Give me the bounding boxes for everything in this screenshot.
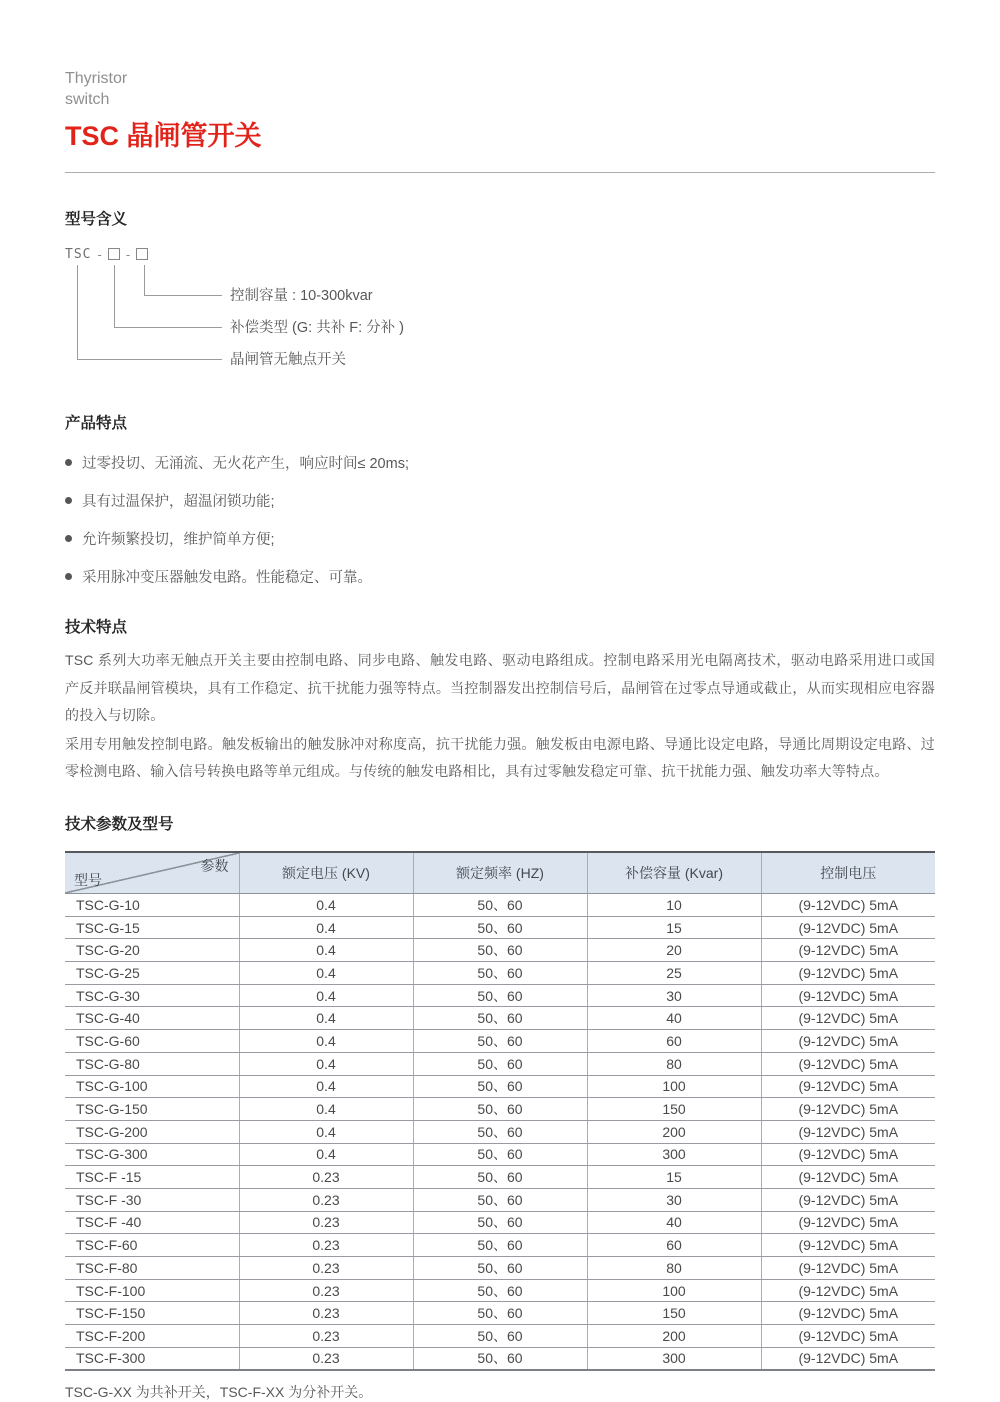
model-cell: TSC-F-200 xyxy=(65,1325,239,1348)
code-dash: - xyxy=(125,246,131,262)
value-cell: 25 xyxy=(587,962,761,985)
value-cell: 200 xyxy=(587,1325,761,1348)
value-cell: 20 xyxy=(587,939,761,962)
value-cell: 0.23 xyxy=(239,1347,413,1370)
value-cell: 0.4 xyxy=(239,939,413,962)
table-row xyxy=(65,1257,935,1280)
value-cell: 0.4 xyxy=(239,984,413,1007)
model-cell: TSC-F-60 xyxy=(65,1234,239,1257)
value-cell: 300 xyxy=(587,1143,761,1166)
table-row xyxy=(65,962,935,985)
value-cell: (9-12VDC) 5mA xyxy=(761,1075,935,1098)
feature-text: 采用脉冲变压器触发电路。性能稳定、可靠。 xyxy=(82,569,372,586)
value-cell: 0.23 xyxy=(239,1211,413,1234)
feature-item xyxy=(65,481,935,519)
model-cell: TSC-G-150 xyxy=(65,1098,239,1121)
spec-table-heading: 技术参数及型号 xyxy=(65,815,174,833)
value-cell: 40 xyxy=(587,1007,761,1030)
value-cell: 0.4 xyxy=(239,1030,413,1053)
value-cell: 0.4 xyxy=(239,1052,413,1075)
model-cell: TSC-G-15 xyxy=(65,916,239,939)
model-cell: TSC-F -40 xyxy=(65,1211,239,1234)
value-cell: (9-12VDC) 5mA xyxy=(761,1030,935,1053)
value-cell: (9-12VDC) 5mA xyxy=(761,1302,935,1325)
bullet-icon xyxy=(65,497,72,504)
value-cell: 300 xyxy=(587,1347,761,1370)
value-cell: 50、60 xyxy=(413,984,587,1007)
table-row xyxy=(65,1325,935,1348)
model-cell: TSC-F -15 xyxy=(65,1166,239,1189)
corner-label-parameter: 参数 xyxy=(200,857,229,874)
brand-line-1: Thyristor xyxy=(65,70,128,87)
model-cell: TSC-G-25 xyxy=(65,962,239,985)
value-cell: 60 xyxy=(587,1030,761,1053)
value-cell: (9-12VDC) 5mA xyxy=(761,962,935,985)
model-cell: TSC-F-300 xyxy=(76,1350,146,1367)
value-cell: 50、60 xyxy=(413,962,587,985)
connector-line-switch xyxy=(77,265,222,360)
value-cell: (9-12VDC) 5mA xyxy=(761,1211,935,1234)
model-cell: TSC-G-80 xyxy=(65,1052,239,1075)
value-cell: 0.23 xyxy=(239,1188,413,1211)
model-code-box-2 xyxy=(136,248,148,260)
value-cell: 0.23 xyxy=(239,1234,413,1257)
column-header-rated-frequency: 额定频率 (HZ) xyxy=(413,852,587,894)
feature-text: 具有过温保护，超温闭锁功能; xyxy=(82,493,275,510)
bullet-icon xyxy=(65,535,72,542)
value-cell: 0.23 xyxy=(239,1279,413,1302)
value-cell: 15 xyxy=(587,1166,761,1189)
model-cell: TSC-G-200 xyxy=(65,1120,239,1143)
feature-text: 过零投切、无涌流、无火花产生，响应时间≤ 20ms; xyxy=(82,455,409,472)
value-cell: 50、60 xyxy=(413,894,587,917)
value-cell: 80 xyxy=(587,1052,761,1075)
model-cell: TSC-G-10 xyxy=(65,894,239,917)
value-cell: 10 xyxy=(587,894,761,917)
spec-table xyxy=(65,851,935,1371)
table-note: TSC-G-XX 为共补开关，TSC-F-XX 为分补开关。 xyxy=(65,1383,373,1400)
section-spec-table xyxy=(65,812,935,1402)
technical-features-heading: 技术特点 xyxy=(65,619,128,636)
bullet-icon xyxy=(65,573,72,580)
value-cell: (9-12VDC) 5mA xyxy=(761,1052,935,1075)
brand-line-2: switch xyxy=(65,91,110,108)
value-cell: 40 xyxy=(587,1211,761,1234)
value-cell: 50、60 xyxy=(413,1234,587,1257)
column-header-rated-voltage: 额定电压 (KV) xyxy=(239,852,413,894)
value-cell: 80 xyxy=(587,1257,761,1280)
table-row xyxy=(65,1188,935,1211)
value-cell: (9-12VDC) 5mA xyxy=(761,916,935,939)
diagram-label-control-capacity: 控制容量 : 10-300kvar xyxy=(230,288,373,304)
technical-paragraph-1: TSC 系列大功率无触点开关主要由控制电路、同步电路、触发电路、驱动电路组成。控制电路采用光电隔离技术，驱动电路采用进口或国产反并联晶闸管模块，具有工作稳定、抗干扰能力强等特点。当控制器发出控制信号后，晶闸管在过零点导通或截止，从而实现相应电容器的投入与切除。 xyxy=(65,652,935,723)
section-model-meaning xyxy=(65,207,935,383)
feature-item xyxy=(65,519,935,557)
model-code-prefix: TSC xyxy=(65,246,92,262)
product-features-heading: 产品特点 xyxy=(65,415,128,432)
value-cell: 0.4 xyxy=(239,1120,413,1143)
model-code-box-1 xyxy=(108,248,120,260)
value-cell: 30 xyxy=(587,1188,761,1211)
value-cell: 50、60 xyxy=(413,1211,587,1234)
value-cell: 50、60 xyxy=(413,1098,587,1121)
feature-text: 允许频繁投切，维护简单方便; xyxy=(82,531,275,548)
table-row xyxy=(65,939,935,962)
model-cell: TSC-F -30 xyxy=(65,1188,239,1211)
model-cell: TSC-G-30 xyxy=(65,984,239,1007)
feature-list xyxy=(65,443,935,595)
model-code-row xyxy=(65,245,148,263)
value-cell: 0.23 xyxy=(239,1257,413,1280)
value-cell: 100 xyxy=(587,1279,761,1302)
value-cell: (9-12VDC) 5mA xyxy=(761,1325,935,1348)
value-cell: 150 xyxy=(587,1098,761,1121)
value-cell: (9-12VDC) 5mA xyxy=(761,1234,935,1257)
spec-table-body xyxy=(65,894,935,1370)
model-cell: TSC-G-300 xyxy=(65,1143,239,1166)
value-cell: 50、60 xyxy=(413,1052,587,1075)
model-code-diagram xyxy=(65,245,935,383)
value-cell: (9-12VDC) 5mA xyxy=(761,1120,935,1143)
value-cell: (9-12VDC) 5mA xyxy=(761,894,935,917)
table-row xyxy=(65,1234,935,1257)
value-cell: 0.23 xyxy=(239,1325,413,1348)
model-cell: TSC-F-80 xyxy=(65,1257,239,1280)
value-cell: 0.23 xyxy=(239,1166,413,1189)
value-cell: 50、60 xyxy=(413,1257,587,1280)
value-cell: 50、60 xyxy=(413,1030,587,1053)
value-cell: 50、60 xyxy=(413,1302,587,1325)
technical-paragraph-2: 采用专用触发控制电路。触发板输出的触发脉冲对称度高，抗干扰能力强。触发板由电源电路、导通比设定电路，导通比周期设定电路、过零检测电路、输入信号转换电路等单元组成。与传统的触发电路相比，具有过零触发稳定可靠、抗干扰能力强、触发功率大等特点。 xyxy=(65,735,935,779)
table-row xyxy=(65,1098,935,1121)
table-row xyxy=(65,1075,935,1098)
value-cell: (9-12VDC) 5mA xyxy=(761,984,935,1007)
code-dash: - xyxy=(97,246,102,262)
value-cell: 50、60 xyxy=(413,1075,587,1098)
value-cell: 50、60 xyxy=(413,1279,587,1302)
value-cell: 50、60 xyxy=(413,1143,587,1166)
value-cell: 30 xyxy=(587,984,761,1007)
table-row xyxy=(65,916,935,939)
value-cell: 50、60 xyxy=(413,939,587,962)
value-cell: (9-12VDC) 5mA xyxy=(761,1143,935,1166)
value-cell: 60 xyxy=(587,1234,761,1257)
value-cell: 50、60 xyxy=(413,916,587,939)
table-row xyxy=(65,1166,935,1189)
value-cell: (9-12VDC) 5mA xyxy=(761,1279,935,1302)
model-cell: TSC-F-100 xyxy=(65,1279,239,1302)
table-row xyxy=(65,984,935,1007)
section-technical-features xyxy=(65,615,935,786)
column-header-compensation-capacity: 补偿容量 (Kvar) xyxy=(587,852,761,894)
table-row xyxy=(65,1279,935,1302)
value-cell: 0.4 xyxy=(239,916,413,939)
model-cell: TSC-G-20 xyxy=(65,939,239,962)
value-cell: 100 xyxy=(587,1075,761,1098)
value-cell: 15 xyxy=(587,916,761,939)
value-cell: (9-12VDC) 5mA xyxy=(761,1098,935,1121)
header-divider xyxy=(65,172,935,173)
table-row xyxy=(65,1302,935,1325)
value-cell: 0.4 xyxy=(239,1075,413,1098)
value-cell: 0.4 xyxy=(239,1007,413,1030)
spec-table-header xyxy=(65,852,935,894)
corner-header-cell xyxy=(65,852,239,894)
value-cell: (9-12VDC) 5mA xyxy=(761,1347,935,1370)
value-cell: 0.23 xyxy=(239,1302,413,1325)
model-cell: TSC-F-150 xyxy=(65,1302,239,1325)
bullet-icon xyxy=(65,459,72,466)
model-cell: TSC-G-60 xyxy=(65,1030,239,1053)
column-header-control-voltage: 控制电压 xyxy=(761,852,935,894)
value-cell: 50、60 xyxy=(413,1325,587,1348)
page-title: TSC 晶闸管开关 xyxy=(65,121,262,151)
value-cell: 50、60 xyxy=(413,1188,587,1211)
section-product-features xyxy=(65,411,935,595)
model-cell: TSC-G-40 xyxy=(65,1007,239,1030)
table-row xyxy=(65,894,935,917)
value-cell: 0.4 xyxy=(239,962,413,985)
table-row xyxy=(65,1120,935,1143)
value-cell: 50、60 xyxy=(413,1347,587,1370)
model-meaning-heading: 型号含义 xyxy=(65,211,128,228)
value-cell: (9-12VDC) 5mA xyxy=(761,939,935,962)
value-cell: 50、60 xyxy=(413,1007,587,1030)
feature-item xyxy=(65,557,935,595)
diagram-label-compensation-type: 补偿类型 (G: 共补 F: 分补 ) xyxy=(230,320,404,336)
table-row xyxy=(65,1030,935,1053)
corner-label-model: 型号 xyxy=(74,872,102,888)
value-cell: 150 xyxy=(587,1302,761,1325)
value-cell: 0.4 xyxy=(239,1098,413,1121)
value-cell: (9-12VDC) 5mA xyxy=(761,1257,935,1280)
table-row xyxy=(65,1052,935,1075)
value-cell: 50、60 xyxy=(413,1166,587,1189)
page-header xyxy=(65,68,935,173)
value-cell: 200 xyxy=(587,1120,761,1143)
model-cell: TSC-G-100 xyxy=(65,1075,239,1098)
table-row xyxy=(65,1211,935,1234)
table-row xyxy=(65,1143,935,1166)
value-cell: (9-12VDC) 5mA xyxy=(761,1007,935,1030)
table-row xyxy=(65,1007,935,1030)
value-cell: (9-12VDC) 5mA xyxy=(761,1166,935,1189)
feature-item xyxy=(65,443,935,481)
diagram-label-contactless-switch: 晶闸管无触点开关 xyxy=(230,352,346,368)
table-row xyxy=(65,1347,935,1370)
value-cell: 0.4 xyxy=(239,1143,413,1166)
value-cell: 0.4 xyxy=(239,894,413,917)
value-cell: 50、60 xyxy=(413,1120,587,1143)
value-cell: (9-12VDC) 5mA xyxy=(761,1188,935,1211)
